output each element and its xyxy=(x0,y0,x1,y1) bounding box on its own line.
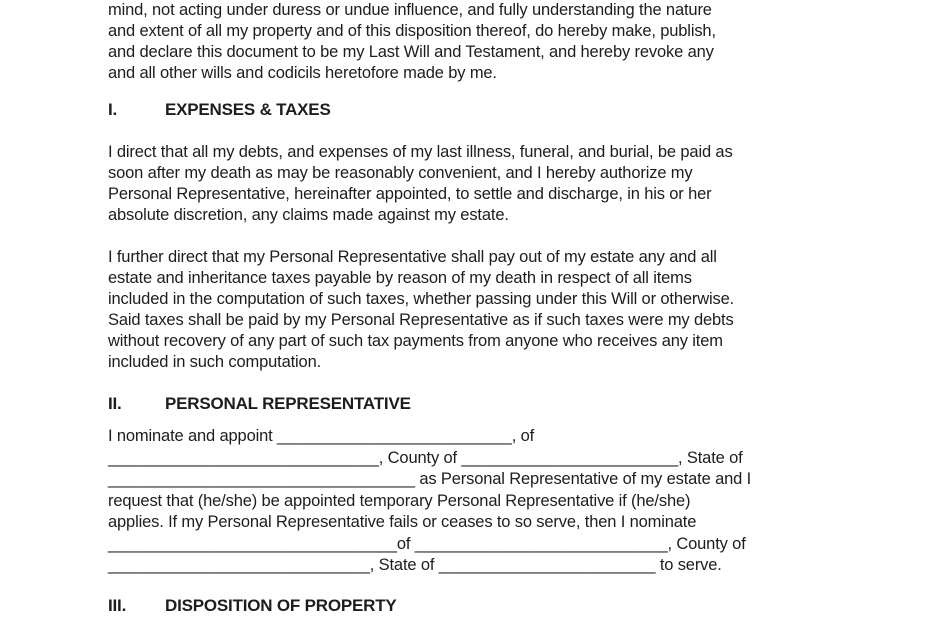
section-heading-expenses-taxes xyxy=(108,99,822,120)
section-title: DISPOSITION OF PROPERTY xyxy=(165,596,397,615)
text-line: included in such computation. xyxy=(108,353,322,371)
intro-paragraph xyxy=(108,0,822,84)
text-line-with-blank-field: __________________________________ as Personal Representative of my estate and I xyxy=(108,470,752,488)
nomination-paragraph xyxy=(108,426,822,577)
text-line: soon after my death as may be reasonably convenient, and I hereby authorize my xyxy=(108,164,693,182)
text-line: I further direct that my Personal Representative shall pay out of my estate any and all xyxy=(108,248,717,266)
text-line: and declare this document to be my Last Will and Testament, and hereby revoke any xyxy=(108,43,714,61)
text-line-with-blank-field: ________________________________of ____________________________, County of xyxy=(108,534,746,553)
section-number: II. xyxy=(108,394,122,413)
text-line: without recovery of any part of such tax payments from anyone who receives any item xyxy=(108,332,723,350)
section-heading-disposition-of-property xyxy=(108,595,822,616)
expenses-paragraph xyxy=(108,142,822,226)
text-line: estate and inheritance taxes payable by reason of my death in respect of all items xyxy=(108,269,692,287)
section-title: PERSONAL REPRESENTATIVE xyxy=(165,394,411,413)
text-line: and extent of all my property and of this disposition thereof, do hereby make, publish, xyxy=(108,22,716,40)
taxes-paragraph xyxy=(108,247,822,373)
text-line-with-blank-field: I nominate and appoint __________________________, of xyxy=(108,427,535,445)
text-line-with-blank-field: _____________________________, State of ________________________ to serve. xyxy=(108,556,722,574)
section-heading-personal-representative xyxy=(108,393,822,414)
text-line: absolute discretion, any claims made against my estate. xyxy=(108,206,509,224)
text-line: Said taxes shall be paid by my Personal Representative as if such taxes were my debts xyxy=(108,311,734,329)
section-number: I. xyxy=(108,100,118,119)
section-title: EXPENSES & TAXES xyxy=(165,100,331,119)
text-line: Personal Representative, hereinafter appointed, to settle and discharge, in his or her xyxy=(108,185,712,203)
text-line: request that (he/she) be appointed temporary Personal Representative if (he/she) xyxy=(108,491,691,510)
text-line-with-blank-field: ______________________________, County of ________________________, State of xyxy=(108,448,743,467)
section-number: III. xyxy=(108,596,127,615)
text-line: mind, not acting under duress or undue influence, and fully understanding the nature xyxy=(108,1,712,19)
text-line: applies. If my Personal Representative fails or ceases to so serve, then I nominate xyxy=(108,513,697,531)
text-line: and all other wills and codicils heretofore made by me. xyxy=(108,64,497,82)
text-line: I direct that all my debts, and expenses of my last illness, funeral, and burial, be paid as xyxy=(108,143,733,161)
text-line: included in the computation of such taxes, whether passing under this Will or otherwise. xyxy=(108,290,735,308)
